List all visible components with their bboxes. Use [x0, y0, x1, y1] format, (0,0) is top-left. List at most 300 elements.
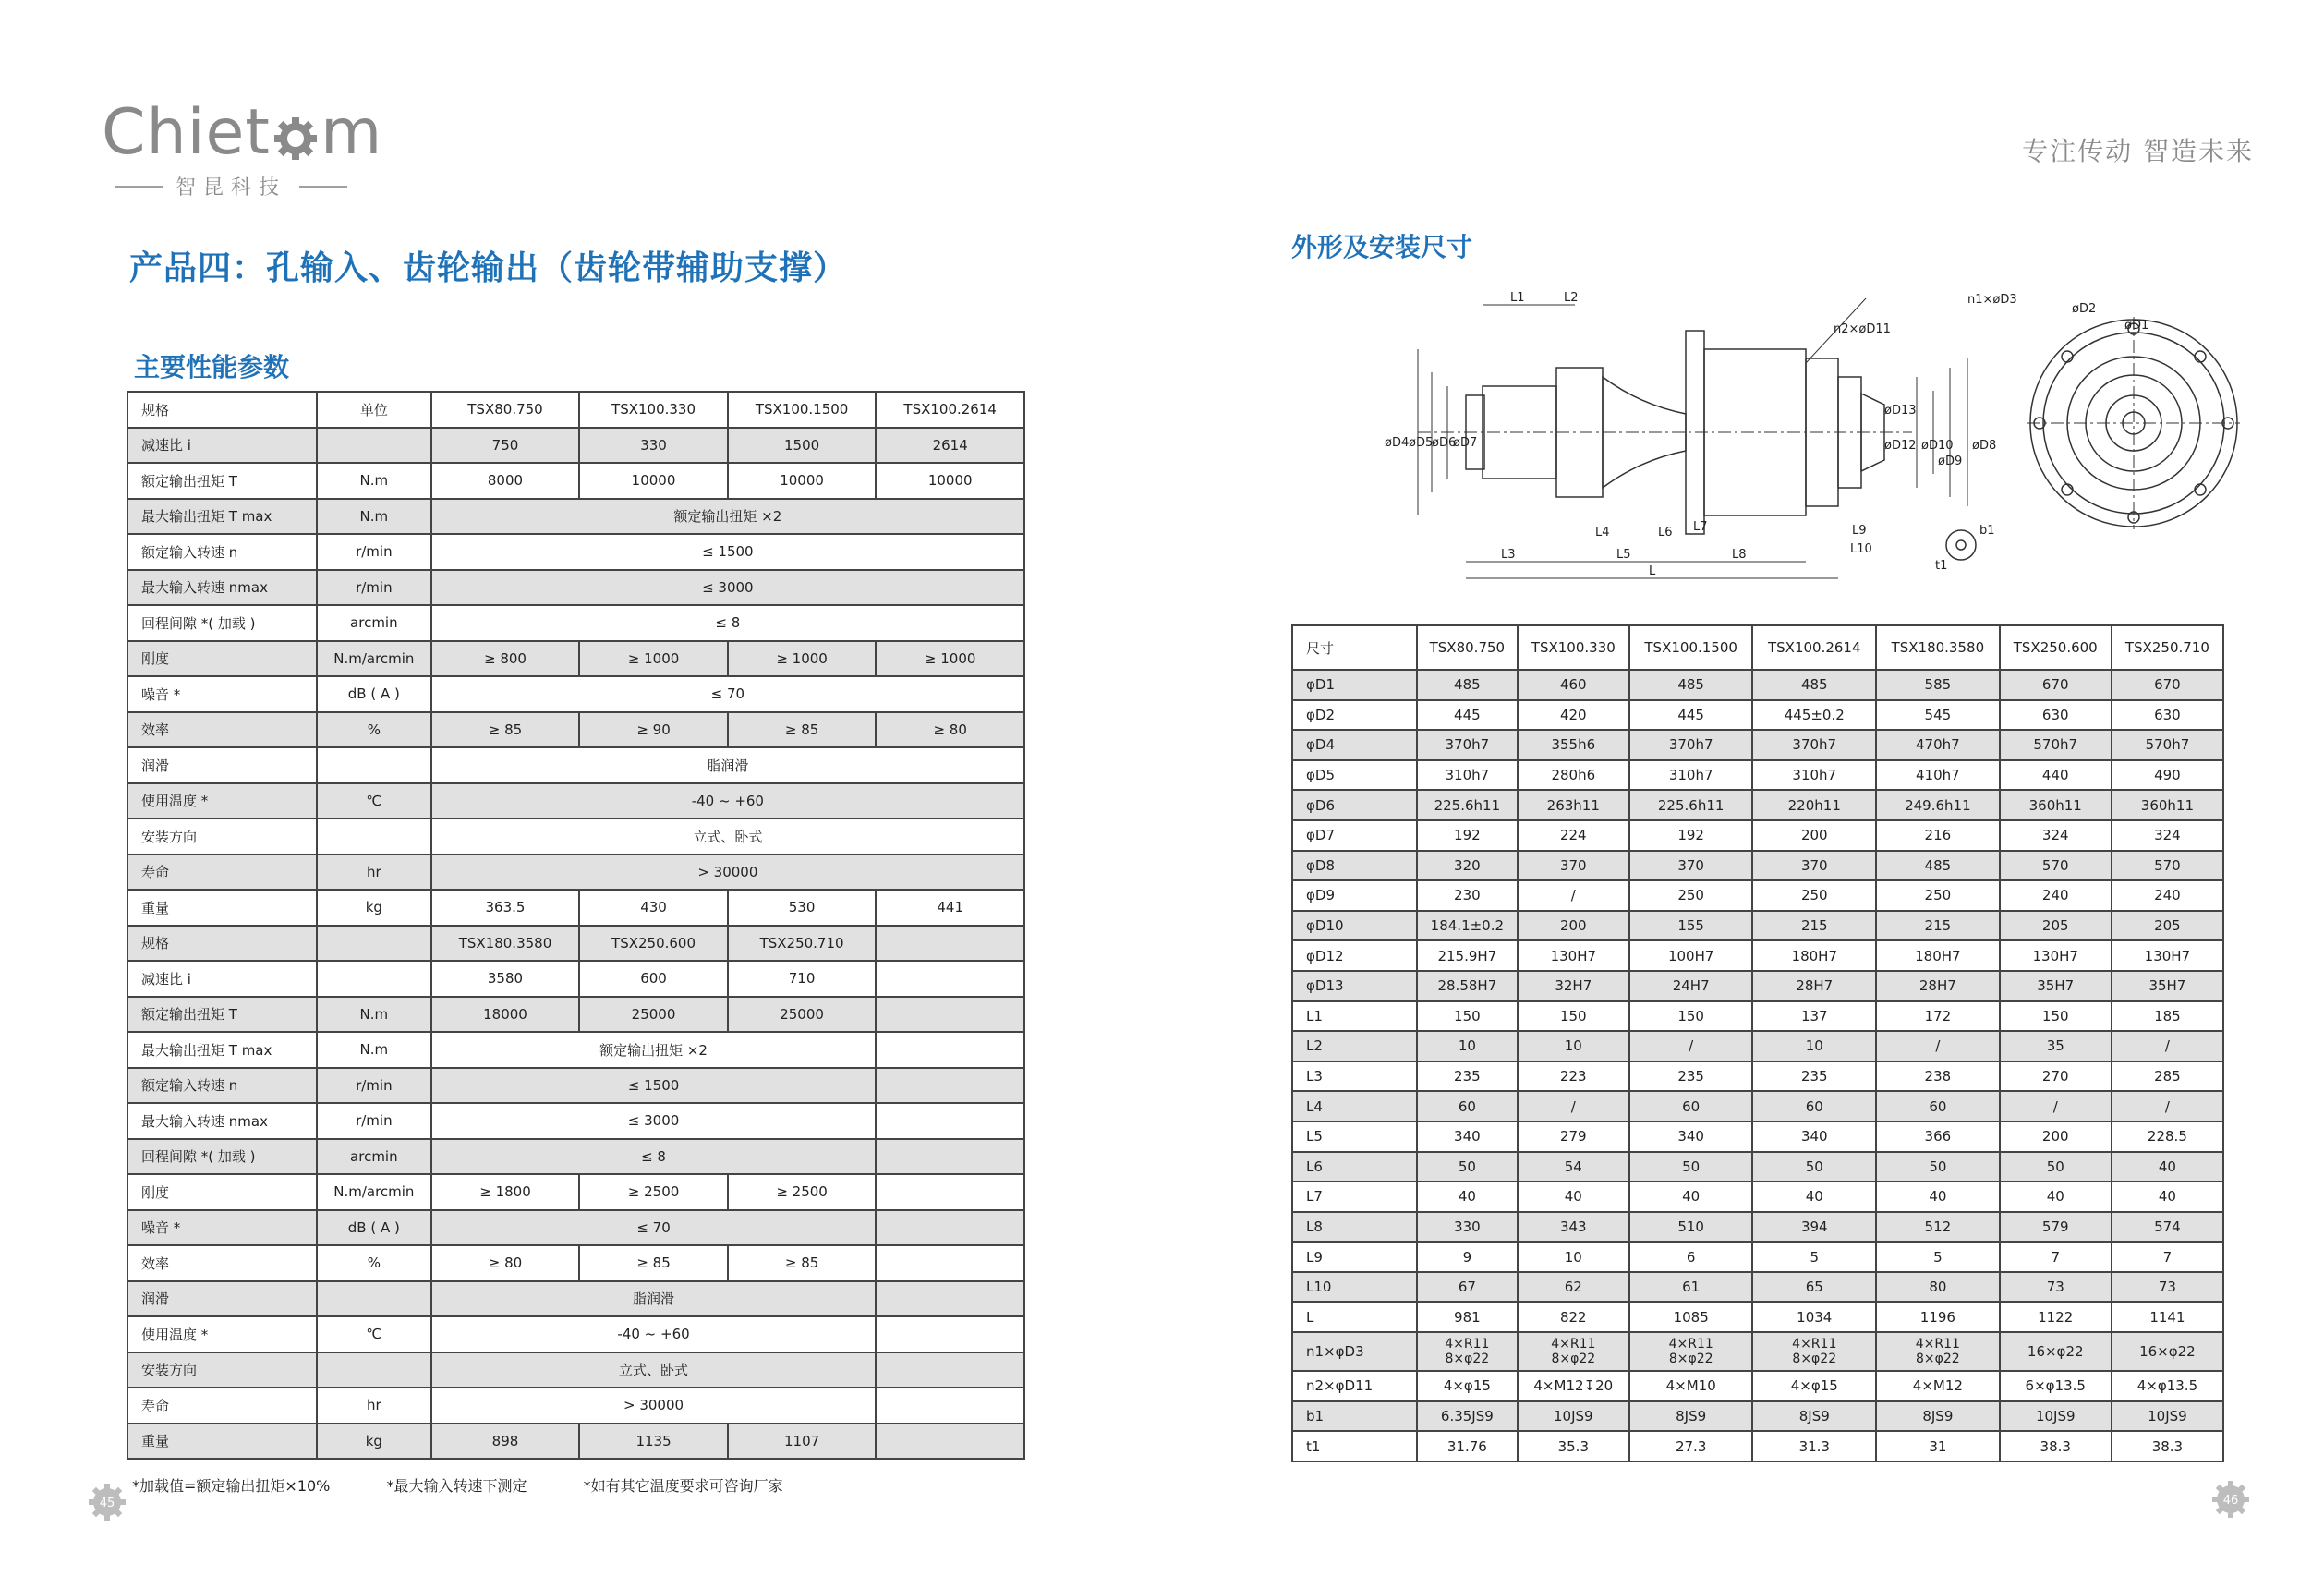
table-row: [1292, 971, 2223, 1001]
table-row: [127, 1352, 1024, 1388]
footnote: *加载值=额定输出扭矩×10%: [132, 1477, 331, 1495]
table-cell: 235: [1417, 1061, 1518, 1092]
table-cell: 7: [2000, 1242, 2112, 1272]
table-cell: ≤ 8: [431, 605, 1024, 641]
label-d1: øD1: [2124, 319, 2149, 333]
page-number-text: 45: [99, 1497, 115, 1510]
table-cell: 250: [1752, 880, 1876, 911]
table-cell: 512: [1876, 1212, 2000, 1243]
table-cell: TSX100.2614: [1752, 625, 1876, 670]
table-cell: 150: [1417, 1001, 1518, 1032]
table-cell: 570h7: [2112, 730, 2223, 760]
table-cell: TSX100.330: [1518, 625, 1629, 670]
table-cell: 28.58H7: [1417, 971, 1518, 1001]
table-cell: 360h11: [2112, 790, 2223, 820]
table-cell: ≥ 2500: [579, 1174, 728, 1210]
table-cell: 370: [1518, 851, 1629, 881]
gear-badge-icon: [2211, 1480, 2250, 1519]
gear-badge-icon: [88, 1483, 127, 1521]
table-cell: 10JS9: [2000, 1401, 2112, 1432]
table-cell: 额定输出扭矩 T: [127, 463, 317, 499]
gearbox-dimension-drawing: [1381, 285, 2240, 589]
table-row: [1292, 1182, 2223, 1212]
table-cell: [876, 1103, 1024, 1139]
table-cell: 343: [1518, 1212, 1629, 1243]
logo-word-right: m: [320, 96, 383, 169]
table-cell: φD8: [1292, 851, 1417, 881]
table-cell: L4: [1292, 1091, 1417, 1121]
table-cell: L1: [1292, 1001, 1417, 1032]
table-cell: ≥ 85: [431, 712, 580, 748]
table-cell: 370h7: [1752, 730, 1876, 760]
table-cell: 184.1±0.2: [1417, 911, 1518, 941]
table-cell: 50: [2000, 1152, 2112, 1182]
table-cell: 324: [2000, 820, 2112, 851]
table-cell: 225.6h11: [1417, 790, 1518, 820]
table-row: [1292, 1031, 2223, 1061]
table-cell: r/min: [317, 570, 431, 606]
table-cell: 4×φ15: [1417, 1371, 1518, 1401]
table-cell: 155: [1629, 911, 1753, 941]
table-cell: 215: [1752, 911, 1876, 941]
table-row: [1292, 790, 2223, 820]
table-cell: 寿命: [127, 855, 317, 891]
table-cell: 330: [1417, 1212, 1518, 1243]
table-cell: 10000: [876, 463, 1024, 499]
table-cell: N.m/arcmin: [317, 1174, 431, 1210]
table-cell: 10JS9: [1518, 1401, 1629, 1432]
label-l9: L9: [1852, 524, 1867, 538]
cell-line: 8×φ22: [1445, 1352, 1490, 1367]
table-cell: 574: [2112, 1212, 2223, 1243]
table-row: [1292, 730, 2223, 760]
footnote: *最大输入转速下测定: [386, 1477, 527, 1495]
table-cell: φD7: [1292, 820, 1417, 851]
table-cell: 370: [1629, 851, 1753, 881]
table-cell: 4×φ15: [1752, 1371, 1876, 1401]
table-row: [127, 1210, 1024, 1246]
table-cell: dB ( A ): [317, 1210, 431, 1246]
table-cell: ≥ 85: [728, 712, 877, 748]
table-cell: 130H7: [2112, 940, 2223, 971]
table-cell: 150: [1518, 1001, 1629, 1032]
table-cell: ≥ 800: [431, 641, 580, 677]
table-cell: 280h6: [1518, 760, 1629, 791]
table-cell: 尺寸: [1292, 625, 1417, 670]
label-d6: øD6: [1432, 436, 1457, 450]
table-cell: 10000: [579, 463, 728, 499]
table-cell: 65: [1752, 1272, 1876, 1303]
label-d5: øD5: [1409, 436, 1434, 450]
cell-line: 4×R11: [1915, 1337, 1960, 1352]
table-row: [1292, 880, 2223, 911]
table-cell: 50: [1417, 1152, 1518, 1182]
table-row: [1292, 1302, 2223, 1332]
table-cell: 250: [1876, 880, 2000, 911]
table-cell: 192: [1629, 820, 1753, 851]
table-cell: ≤ 70: [431, 676, 1024, 712]
label-d10: øD10: [1921, 439, 1954, 453]
table-row: [1292, 1121, 2223, 1152]
table-cell: [876, 1281, 1024, 1317]
table-cell: 60: [1417, 1091, 1518, 1121]
table-cell: 485: [1629, 670, 1753, 700]
table-row: [127, 1388, 1024, 1424]
table-row: [1292, 1371, 2223, 1401]
table-cell: r/min: [317, 1068, 431, 1104]
table-row: [127, 392, 1024, 428]
table-cell: 822: [1518, 1302, 1629, 1332]
table-cell: [876, 1388, 1024, 1424]
table-cell: 485: [1876, 851, 2000, 881]
table-row: [127, 1281, 1024, 1317]
table-cell: L6: [1292, 1152, 1417, 1182]
table-cell: n1×φD3: [1292, 1332, 1417, 1371]
table-cell: 4×M12↧20: [1518, 1371, 1629, 1401]
table-cell: 寿命: [127, 1388, 317, 1424]
table-cell: φD5: [1292, 760, 1417, 791]
table-cell: 10: [1417, 1031, 1518, 1061]
table-cell: 270: [2000, 1061, 2112, 1092]
table-cell: 570: [2112, 851, 2223, 881]
table-cell: kg: [317, 1424, 431, 1460]
table-cell: ≥ 1800: [431, 1174, 580, 1210]
table-cell: 6.35JS9: [1417, 1401, 1518, 1432]
table-cell: 38.3: [2000, 1431, 2112, 1461]
table-cell: 立式、卧式: [431, 818, 1024, 855]
table-cell: 1500: [728, 428, 877, 464]
label-d4: øD4: [1385, 436, 1410, 450]
logo-wordmark: [102, 96, 383, 169]
table-row: [127, 641, 1024, 677]
table-cell: [317, 1352, 431, 1388]
table-cell: 额定输入转速 n: [127, 1068, 317, 1104]
table-cell: 立式、卧式: [431, 1352, 877, 1388]
table-cell: φD13: [1292, 971, 1417, 1001]
table-cell: 安装方向: [127, 818, 317, 855]
table-row: [127, 499, 1024, 535]
table-cell: φD1: [1292, 670, 1417, 700]
cell-line: 4×R11: [1445, 1337, 1490, 1352]
table-cell: 6×φ13.5: [2000, 1371, 2112, 1401]
table-cell: ≥ 80: [876, 712, 1024, 748]
table-cell: 刚度: [127, 1174, 317, 1210]
table-cell: 340: [1417, 1121, 1518, 1152]
label-d9: øD9: [1938, 455, 1963, 468]
table-cell: 192: [1417, 820, 1518, 851]
table-row: [1292, 851, 2223, 881]
label-l5: L5: [1616, 548, 1631, 562]
table-cell: L: [1292, 1302, 1417, 1332]
performance-heading: 主要性能参数: [134, 352, 290, 382]
table-cell: 额定输出扭矩 ×2: [431, 499, 1024, 535]
table-cell: 额定输出扭矩 T: [127, 997, 317, 1033]
table-cell: 310h7: [1752, 760, 1876, 791]
table-row: [127, 1424, 1024, 1460]
table-cell: 394: [1752, 1212, 1876, 1243]
table-cell: 40: [2112, 1182, 2223, 1212]
table-cell: TSX250.710: [728, 926, 877, 962]
table-cell: 470h7: [1876, 730, 2000, 760]
table-cell: 600: [579, 961, 728, 997]
table-cell: 324: [2112, 820, 2223, 851]
table-row: [127, 676, 1024, 712]
table-cell: [876, 1068, 1024, 1104]
table-cell: 40: [1518, 1182, 1629, 1212]
footnote: *如有其它温度要求可咨询厂家: [583, 1477, 783, 1495]
logo-subtitle: [102, 172, 360, 200]
table-cell: 100H7: [1629, 940, 1753, 971]
table-cell: ≤ 1500: [431, 1068, 877, 1104]
table-cell: 981: [1417, 1302, 1518, 1332]
table-row: [127, 1245, 1024, 1281]
table-row: [127, 961, 1024, 997]
table-cell: -40 ~ +60: [431, 783, 1024, 819]
table-cell: [1752, 1332, 1876, 1371]
table-cell: ≤ 8: [431, 1139, 877, 1175]
table-cell: 规格: [127, 392, 317, 428]
label-d13: øD13: [1884, 404, 1917, 418]
label-l4: L4: [1595, 526, 1610, 539]
table-cell: 235: [1629, 1061, 1753, 1092]
table-cell: /: [2000, 1091, 2112, 1121]
table-cell: 223: [1518, 1061, 1629, 1092]
table-cell: 31.76: [1417, 1431, 1518, 1461]
logo-rule-left: [115, 186, 163, 188]
table-row: [127, 534, 1024, 570]
table-cell: L10: [1292, 1272, 1417, 1303]
table-row: [1292, 1061, 2223, 1092]
logo-rule-right: [299, 186, 347, 188]
table-cell: 35: [2000, 1031, 2112, 1061]
table-cell: r/min: [317, 1103, 431, 1139]
table-cell: TSX100.1500: [1629, 625, 1753, 670]
table-cell: TSX180.3580: [1876, 625, 2000, 670]
table-cell: 9: [1417, 1242, 1518, 1272]
table-cell: TSX100.2614: [876, 392, 1024, 428]
table-cell: φD10: [1292, 911, 1417, 941]
table-cell: 370: [1752, 851, 1876, 881]
table-cell: /: [1518, 1091, 1629, 1121]
table-cell: 366: [1876, 1121, 2000, 1152]
table-cell: 420: [1518, 700, 1629, 731]
table-cell: L5: [1292, 1121, 1417, 1152]
table-cell: TSX80.750: [431, 392, 580, 428]
table-cell: 228.5: [2112, 1121, 2223, 1152]
table-cell: ≥ 1000: [876, 641, 1024, 677]
table-cell: TSX100.330: [579, 392, 728, 428]
table-row: [1292, 700, 2223, 731]
performance-table: [127, 391, 1025, 1460]
table-cell: 50: [1629, 1152, 1753, 1182]
table-cell: 25000: [579, 997, 728, 1033]
table-cell: 205: [2112, 911, 2223, 941]
table-cell: dB ( A ): [317, 676, 431, 712]
label-n2d11: n2×øD11: [1834, 322, 1891, 336]
table-cell: 710: [728, 961, 877, 997]
table-cell: ≥ 2500: [728, 1174, 877, 1210]
table-cell: 额定输出扭矩 ×2: [431, 1032, 877, 1068]
table-cell: L7: [1292, 1182, 1417, 1212]
table-cell: 8JS9: [1629, 1401, 1753, 1432]
table-cell: -40 ~ +60: [431, 1316, 877, 1352]
table-row: [1292, 625, 2223, 670]
table-cell: 630: [2000, 700, 2112, 731]
table-cell: TSX100.1500: [728, 392, 877, 428]
table-cell: 370h7: [1417, 730, 1518, 760]
label-l2: L2: [1564, 291, 1579, 305]
table-cell: 噪音 *: [127, 676, 317, 712]
table-cell: ℃: [317, 1316, 431, 1352]
table-cell: TSX80.750: [1417, 625, 1518, 670]
footnotes: [132, 1474, 835, 1496]
table-cell: [876, 1316, 1024, 1352]
table-cell: 898: [431, 1424, 580, 1460]
table-cell: N.m/arcmin: [317, 641, 431, 677]
table-cell: 320: [1417, 851, 1518, 881]
table-cell: 360h11: [2000, 790, 2112, 820]
table-cell: [876, 926, 1024, 962]
table-cell: 250: [1629, 880, 1753, 911]
dimensions-heading: 外形及安装尺寸: [1291, 232, 1473, 262]
table-cell: TSX250.710: [2112, 625, 2223, 670]
table-row: [127, 783, 1024, 819]
table-cell: 238: [1876, 1061, 2000, 1092]
table-cell: 4×M12: [1876, 1371, 2000, 1401]
table-cell: ≥ 90: [579, 712, 728, 748]
table-cell: hr: [317, 855, 431, 891]
label-l8: L8: [1732, 548, 1747, 562]
table-cell: ≤ 70: [431, 1210, 877, 1246]
table-row: [127, 1068, 1024, 1104]
table-cell: 使用温度 *: [127, 1316, 317, 1352]
table-cell: 445: [1417, 700, 1518, 731]
table-cell: 61: [1629, 1272, 1753, 1303]
logo-sub-text: 智昆科技: [176, 176, 287, 200]
table-cell: 脂润滑: [431, 1281, 877, 1317]
table-cell: 150: [1629, 1001, 1753, 1032]
table-cell: 224: [1518, 820, 1629, 851]
table-cell: 200: [2000, 1121, 2112, 1152]
table-cell: 35H7: [2000, 971, 2112, 1001]
table-cell: 5: [1752, 1242, 1876, 1272]
table-cell: [876, 997, 1024, 1033]
table-cell: 215: [1876, 911, 2000, 941]
table-row: [1292, 1001, 2223, 1032]
table-cell: 330: [579, 428, 728, 464]
table-cell: [876, 1139, 1024, 1175]
table-cell: 279: [1518, 1121, 1629, 1152]
table-cell: 31: [1876, 1431, 2000, 1461]
table-cell: 445±0.2: [1752, 700, 1876, 731]
table-row: [1292, 911, 2223, 941]
table-cell: %: [317, 1245, 431, 1281]
cell-line: 8×φ22: [1668, 1352, 1713, 1367]
table-cell: 27.3: [1629, 1431, 1753, 1461]
table-cell: n2×φD11: [1292, 1371, 1417, 1401]
table-cell: 172: [1876, 1001, 2000, 1032]
table-cell: 445: [1629, 700, 1753, 731]
table-cell: 1196: [1876, 1302, 2000, 1332]
table-cell: 24H7: [1629, 971, 1753, 1001]
table-cell: ≥ 1000: [579, 641, 728, 677]
table-cell: TSX180.3580: [431, 926, 580, 962]
table-cell: 1034: [1752, 1302, 1876, 1332]
table-cell: 35H7: [2112, 971, 2223, 1001]
table-row: [1292, 760, 2223, 791]
table-cell: 185: [2112, 1001, 2223, 1032]
table-cell: φD6: [1292, 790, 1417, 820]
table-cell: 73: [2000, 1272, 2112, 1303]
table-cell: 6: [1629, 1242, 1753, 1272]
table-cell: 355h6: [1518, 730, 1629, 760]
table-cell: [876, 1174, 1024, 1210]
table-row: [127, 428, 1024, 464]
table-cell: 485: [1752, 670, 1876, 700]
table-cell: 10JS9: [2112, 1401, 2223, 1432]
table-cell: 40: [1417, 1182, 1518, 1212]
table-cell: 130H7: [1518, 940, 1629, 971]
table-row: [127, 1316, 1024, 1352]
label-l6: L6: [1658, 526, 1673, 539]
table-cell: 1107: [728, 1424, 877, 1460]
table-cell: 430: [579, 890, 728, 926]
table-cell: /: [2112, 1031, 2223, 1061]
table-cell: 50: [1876, 1152, 2000, 1182]
table-cell: 40: [1876, 1182, 2000, 1212]
cell-line: 4×R11: [1551, 1337, 1596, 1352]
table-cell: 效率: [127, 712, 317, 748]
table-cell: 54: [1518, 1152, 1629, 1182]
cell-line: 4×R11: [1668, 1337, 1713, 1352]
table-row: [127, 818, 1024, 855]
table-row: [1292, 940, 2223, 971]
table-cell: 1141: [2112, 1302, 2223, 1332]
table-cell: 60: [1752, 1091, 1876, 1121]
table-cell: 363.5: [431, 890, 580, 926]
table-cell: [876, 1032, 1024, 1068]
table-cell: 220h11: [1752, 790, 1876, 820]
table-cell: [317, 1281, 431, 1317]
table-cell: /: [1629, 1031, 1753, 1061]
table-cell: 4×φ13.5: [2112, 1371, 2223, 1401]
table-cell: 4×M10: [1629, 1371, 1753, 1401]
table-cell: 180H7: [1752, 940, 1876, 971]
logo-word-left: Chiet: [102, 96, 271, 169]
table-cell: 8000: [431, 463, 580, 499]
table-row: [127, 1139, 1024, 1175]
page-number-left: [88, 1483, 127, 1521]
table-row: [1292, 1431, 2223, 1461]
table-cell: 重量: [127, 1424, 317, 1460]
table-cell: 370h7: [1629, 730, 1753, 760]
table-cell: 670: [2000, 670, 2112, 700]
table-row: [1292, 1332, 2223, 1371]
table-cell: 10: [1752, 1031, 1876, 1061]
table-cell: 285: [2112, 1061, 2223, 1092]
table-row: [127, 1174, 1024, 1210]
table-cell: 180H7: [1876, 940, 2000, 971]
table-cell: 410h7: [1876, 760, 2000, 791]
table-cell: 最大输入转速 nmax: [127, 1103, 317, 1139]
table-cell: 50: [1752, 1152, 1876, 1182]
table-cell: 回程间隙 *( 加载 ): [127, 605, 317, 641]
table-cell: 130H7: [2000, 940, 2112, 971]
table-cell: 5: [1876, 1242, 2000, 1272]
table-cell: 485: [1417, 670, 1518, 700]
table-row: [127, 855, 1024, 891]
table-cell: > 30000: [431, 855, 1024, 891]
